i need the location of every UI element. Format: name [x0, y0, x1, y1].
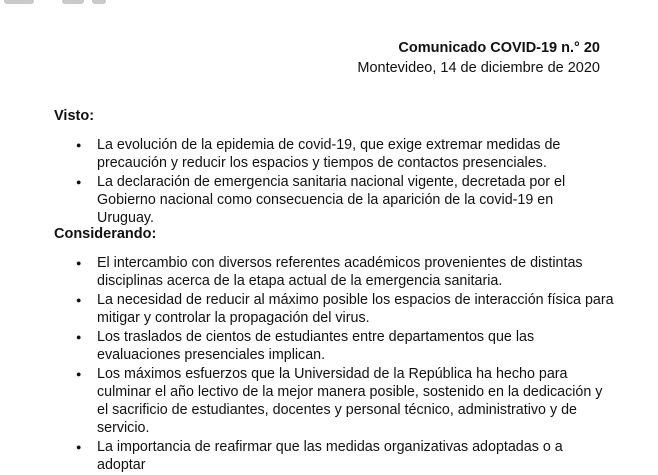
list-item: ● La declaración de emergencia sanitaria nacional vigente, decretada por el Gobierno nacional como consecuencia de la aparición de la covid-19 en Uruguay.: [54, 173, 614, 227]
document-header: [357, 38, 600, 78]
visto-list: [54, 136, 614, 228]
document-title: Comunicado COVID-19 n.° 20: [398, 40, 600, 56]
scan-edge-artifact: [0, 0, 110, 6]
list-item: ● Los máximos esfuerzos que la Universidad de la República ha hecho para culminar el año lectivo de la mejor manera posible, sostenido en la dedicación y el sacrificio de estudiantes, docentes y personal técnico, administrativo y de servicio.: [54, 365, 614, 437]
list-item: ● Los traslados de cientos de estudiantes entre departamentos que las evaluaciones presenciales implican.: [54, 328, 614, 364]
list-item: ● El intercambio con diversos referentes académicos provenientes de distintas disciplinas acerca de la etapa actual de la emergencia sanitaria.: [54, 254, 614, 290]
list-item: ● La evolución de la epidemia de covid-19, que exige extremar medidas de precaución y reducir los espacios y tiempos de contactos presenciales.: [54, 136, 614, 172]
list-item: ● La importancia de reafirmar que las medidas organizativas adoptadas o a adoptar: [54, 438, 614, 474]
considerando-heading: Considerando:: [54, 226, 157, 242]
document-place-date: Montevideo, 14 de diciembre de 2020: [357, 60, 600, 76]
considerando-list: [54, 254, 614, 475]
list-item: ● La necesidad de reducir al máximo posible los espacios de interacción física para mitigar y controlar la propagación del virus.: [54, 291, 614, 327]
visto-heading: Visto:: [54, 108, 95, 124]
